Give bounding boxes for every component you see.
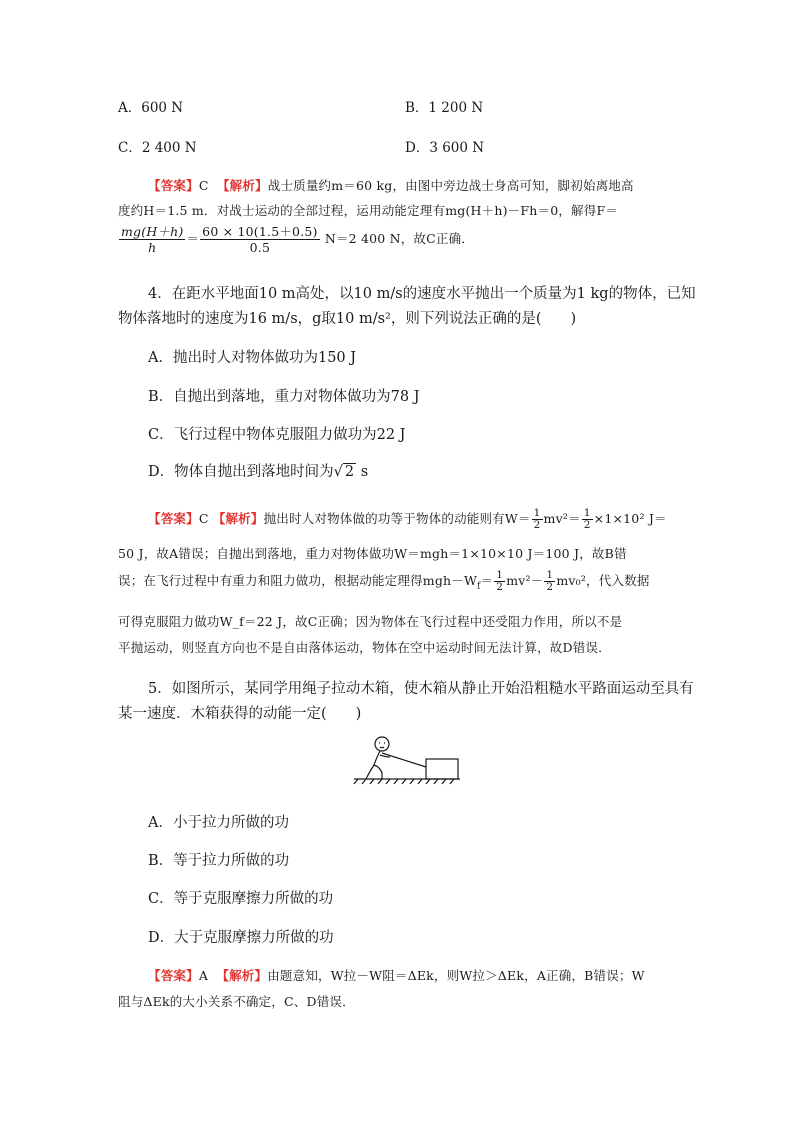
fraction-numerator: 1 — [496, 569, 504, 581]
explanation-line: 可得克服阻力做功W_f＝22 J，故C正确；因为物体在飞行过程中还受阻力作用，所以不是 — [118, 614, 623, 629]
option-unit: s — [360, 464, 369, 480]
q3-option-a: A．600 N — [118, 100, 184, 116]
explanation-line: 度约H＝1.5 m．对战士运动的全部过程，运用动能定理有mg(H＋h)－Fh＝0，解得F＝ — [118, 203, 619, 218]
answer-tag: 【答案】 — [148, 968, 199, 983]
fraction — [200, 224, 319, 255]
fraction-denominator: 2 — [533, 519, 541, 531]
fraction-numerator: mg(H＋h) — [121, 224, 184, 239]
fraction — [532, 508, 543, 531]
equals-sign: ＝ — [186, 231, 200, 246]
explanation-line: 由题意知，W拉－W阻＝ΔEk，则W拉＞ΔEk，A正确，B错误；W — [267, 968, 645, 983]
fraction — [544, 570, 555, 593]
answer-tag: 【答案】 — [148, 511, 199, 526]
wooden-box — [426, 759, 458, 779]
option-label: D．物体自抛出到落地时间为 — [148, 464, 334, 480]
explanation-text: ×1×10² J＝ — [593, 511, 667, 526]
analysis-tag: 【解析】 — [212, 511, 264, 526]
fraction-denominator: h — [148, 240, 157, 255]
fraction-numerator: 1 — [546, 569, 554, 581]
q4-option-d — [148, 460, 368, 481]
fraction-denominator: 2 — [496, 581, 504, 593]
q3-answer — [148, 176, 634, 194]
q3-option-d: D．3 600 N — [405, 140, 485, 156]
q4-stem-line: 物体落地时的速度为16 m/s，g取10 m/s²，则下列说法正确的是( ) — [118, 311, 577, 327]
answer-value: C — [198, 178, 209, 193]
q4-stem-line: 4．在距水平地面10 m高处，以10 m/s的速度水平抛出一个质量为1 kg的物体，已知 — [148, 286, 696, 302]
q4-option-a: A．抛出时人对物体做功为150 J — [148, 350, 357, 366]
explanation-text: 抛出时人对物体做的功等于物体的动能则有W＝ — [263, 511, 531, 526]
explanation-text: 误；在飞行过程中有重力和阻力做功，根据动能定理得mgh－W — [118, 573, 478, 588]
q3-explanation-formula — [118, 224, 474, 255]
explanation-text: mv₀²，代入数据 — [556, 573, 650, 588]
answer-value: A — [198, 968, 209, 983]
q5-answer — [148, 966, 645, 984]
q5-option-d: D．大于克服摩擦力所做的功 — [148, 930, 334, 946]
sqrt-symbol: √ 2 — [333, 464, 355, 480]
q3-option-b: B．1 200 N — [405, 100, 484, 116]
q5-stem-line: 5．如图所示，某同学用绳子拉动木箱，使木箱从静止开始沿粗糙水平路面运动至具有 — [148, 681, 694, 697]
q3-option-c: C．2 400 N — [118, 140, 197, 156]
fraction-numerator: 1 — [583, 507, 591, 519]
fraction-numerator: 1 — [533, 507, 541, 519]
explanation-line: 阻与ΔEk的大小关系不确定，C、D错误． — [118, 994, 355, 1009]
answer-tag: 【答案】 — [148, 178, 199, 193]
explanation-line: N＝2 400 N，故C正确． — [324, 231, 475, 246]
sqrt-radicand: 2 — [344, 464, 355, 480]
answer-value: C — [198, 511, 209, 526]
q5-option-a: A．小于拉力所做的功 — [148, 815, 289, 831]
q4-explanation-formula — [118, 570, 650, 593]
fraction-denominator: 0.5 — [249, 240, 271, 255]
explanation-text: mv²－ — [506, 573, 544, 588]
explanation-text: ＝ — [480, 573, 494, 588]
explanation-line: 50 J，故A错误；自抛出到落地，重力对物体做功W＝mgh＝1×10×10 J＝100 J，故B错 — [118, 546, 627, 561]
analysis-tag: 【解析】 — [216, 968, 268, 983]
analysis-tag: 【解析】 — [216, 178, 268, 193]
student-head — [375, 737, 389, 751]
q5-option-b: B．等于拉力所做的功 — [148, 853, 290, 869]
fraction — [494, 570, 505, 593]
fraction — [119, 224, 185, 255]
pulling-box-figure — [352, 733, 462, 789]
fraction-numerator: 60 × 10(1.5＋0.5) — [202, 224, 318, 239]
explanation-text: mv²＝ — [543, 511, 581, 526]
ground-hatch — [354, 779, 454, 784]
fraction — [582, 508, 593, 531]
q4-answer — [148, 508, 667, 531]
q5-stem-line: 某一速度．木箱获得的动能一定( ) — [118, 706, 362, 722]
q5-option-c: C．等于克服摩擦力所做的功 — [148, 891, 334, 907]
explanation-line: 战士质量约m＝60 kg，由图中旁边战士身高可知，脚初始离地高 — [267, 178, 634, 193]
fraction-denominator: 2 — [583, 519, 591, 531]
explanation-line: 平抛运动，则竖直方向也不是自由落体运动，物体在空中运动时间无法计算，故D错误． — [118, 640, 611, 655]
q4-option-c: C．飞行过程中物体克服阻力做功为22 J — [148, 427, 406, 443]
rope — [382, 753, 426, 767]
fraction-denominator: 2 — [546, 581, 554, 593]
q4-option-b: B．自抛出到落地，重力对物体做功为78 J — [148, 389, 420, 405]
subscript: f — [477, 581, 481, 592]
